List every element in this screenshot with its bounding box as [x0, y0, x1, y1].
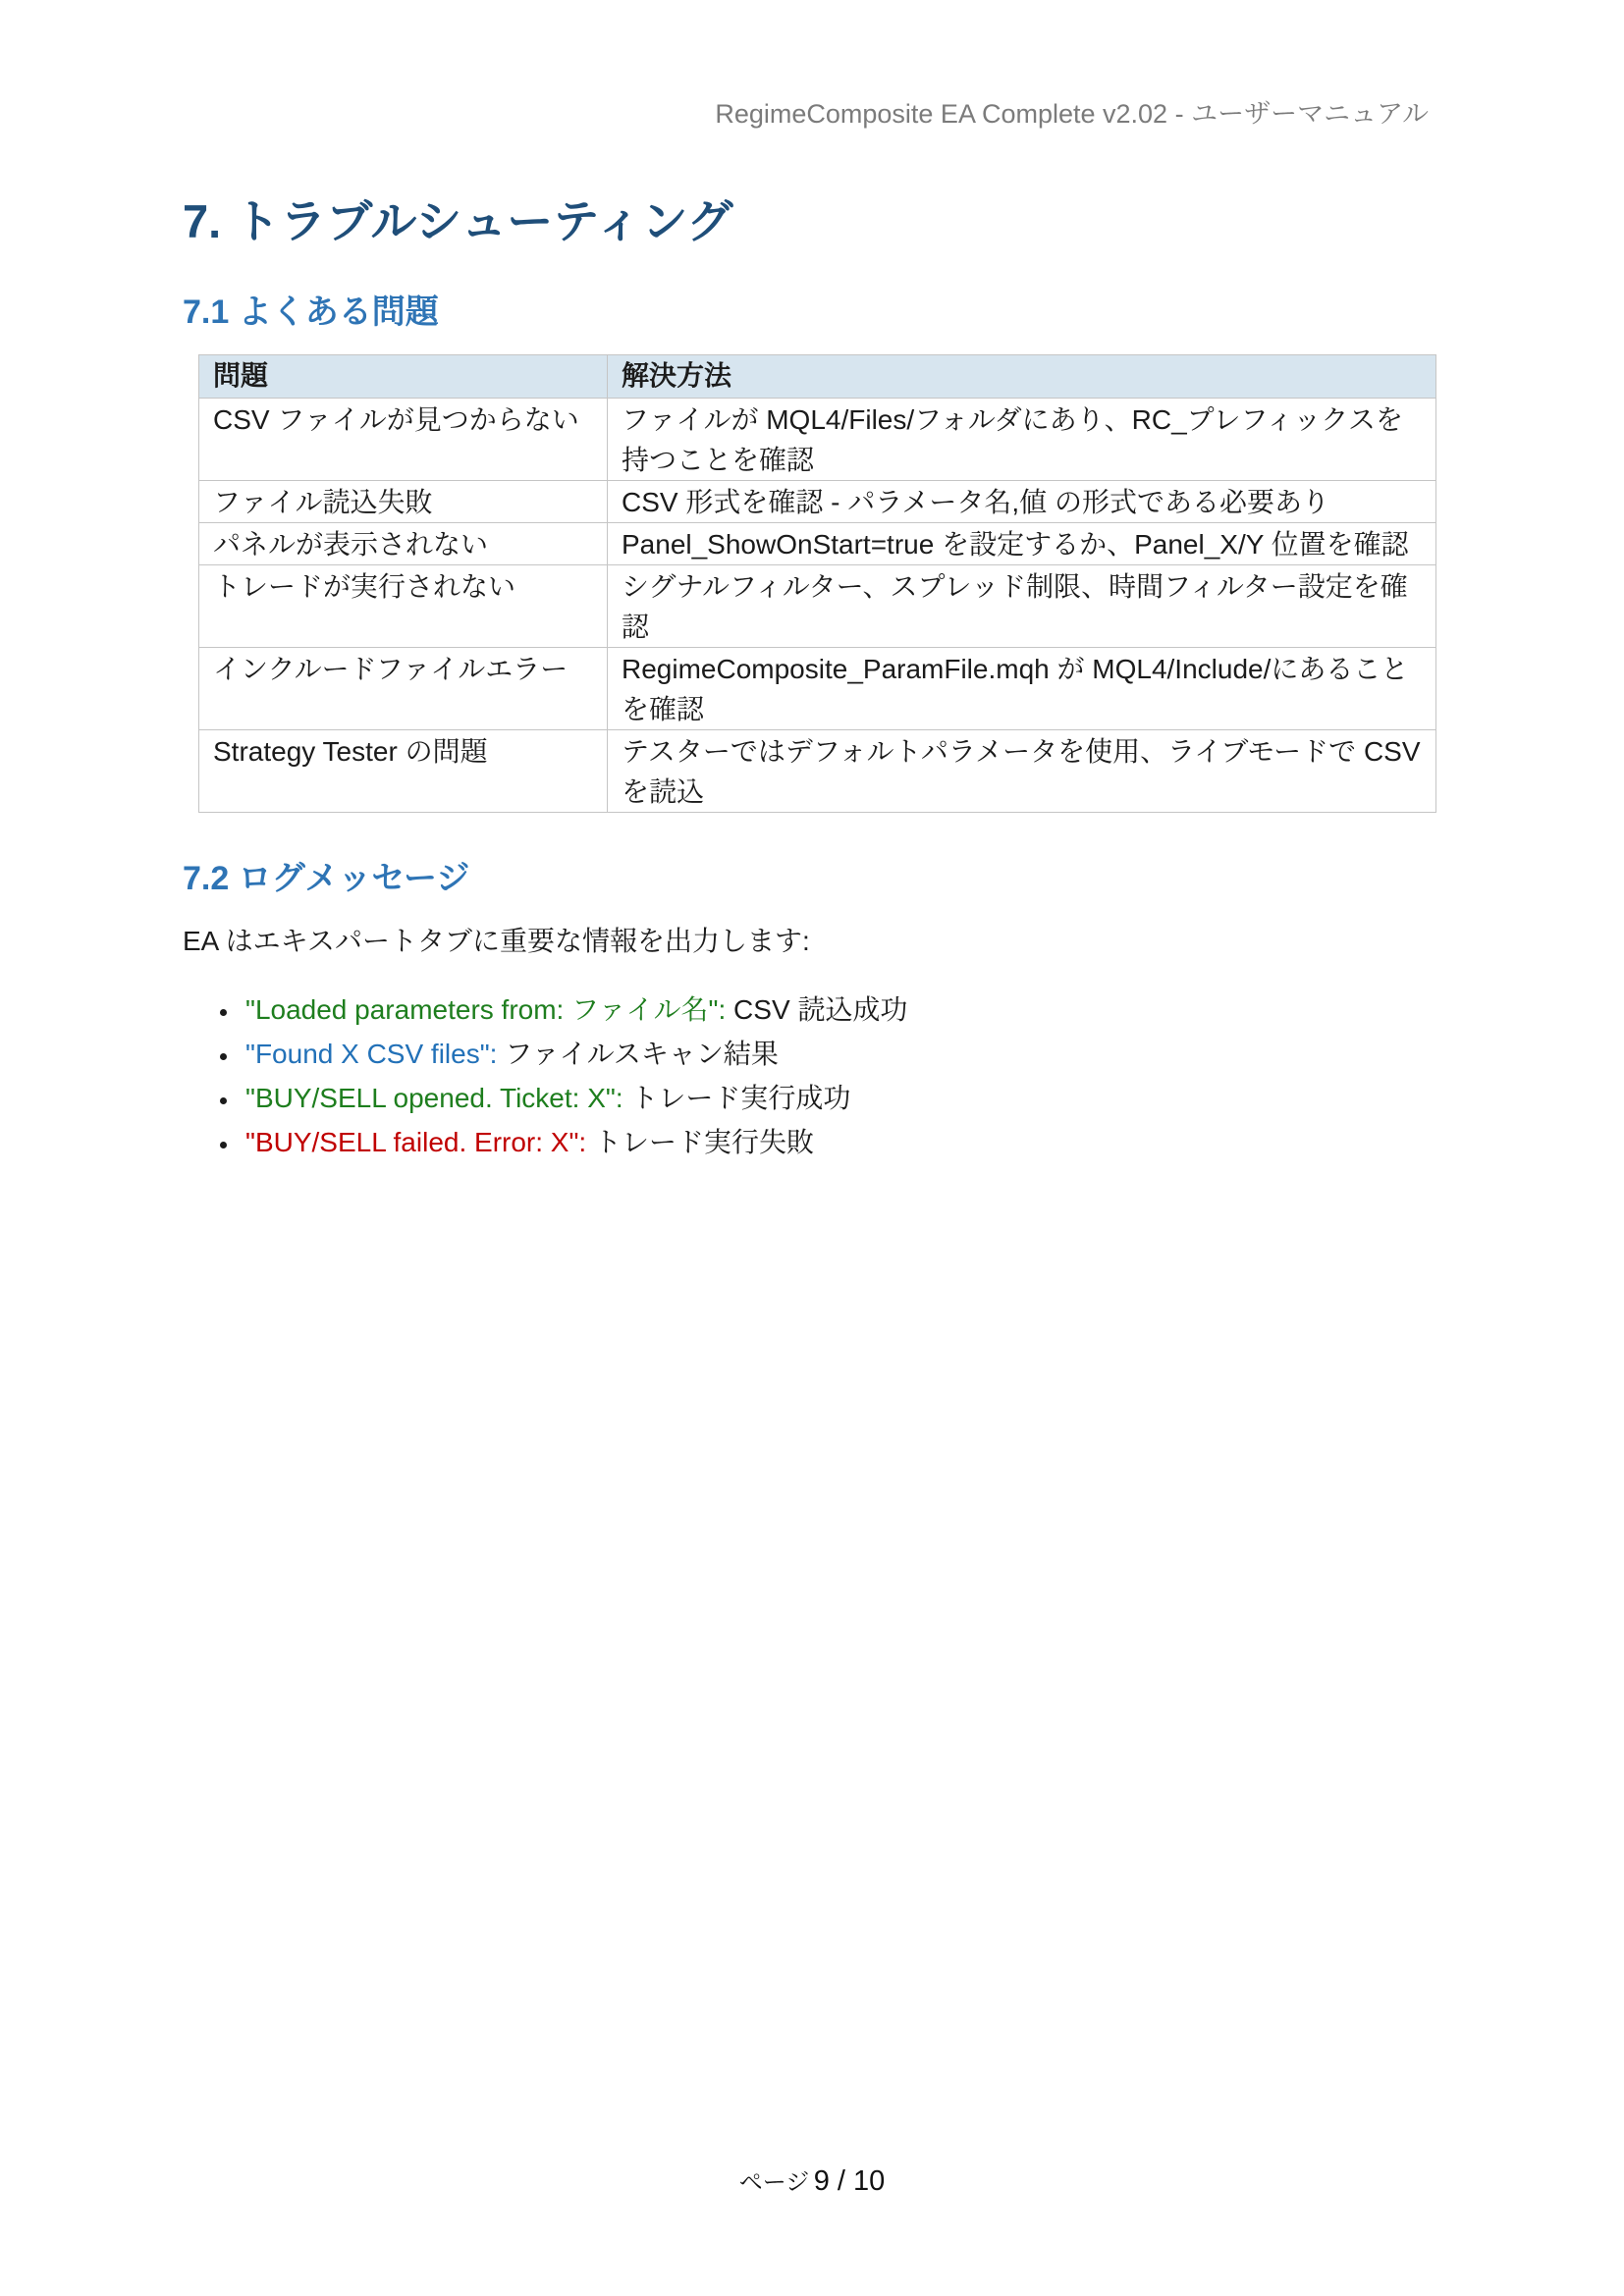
log-message-highlight: "Found X CSV files":: [245, 1039, 498, 1069]
common-problems-table: [198, 354, 1436, 813]
log-message-description: トレード実行失敗: [586, 1127, 814, 1157]
problem-cell: トレードが実行されない: [199, 565, 608, 648]
footer-page-number: 9 / 10: [813, 2165, 886, 2197]
table-header-row: [199, 355, 1436, 399]
log-message-description: トレード実行成功: [623, 1083, 851, 1113]
solution-cell: テスターではデフォルトパラメータを使用、ライブモードで CSV を読込: [608, 730, 1436, 813]
table-row: [199, 481, 1436, 523]
log-message-highlight: "Loaded parameters from: ファイル名":: [245, 994, 727, 1025]
solution-cell: シグナルフィルター、スプレッド制限、時間フィルター設定を確認: [608, 565, 1436, 648]
page-footer: [0, 2163, 1624, 2198]
problem-cell: ファイル読込失敗: [199, 481, 608, 523]
log-message-list: [183, 988, 1429, 1164]
solution-cell: Panel_ShowOnStart=true を設定するか、Panel_X/Y 位置を確認: [608, 523, 1436, 565]
table-header-problem: 問題: [199, 355, 608, 399]
section-7-1-heading: 7.1 よくある問題: [183, 294, 439, 331]
log-message-highlight: "BUY/SELL opened. Ticket: X":: [245, 1083, 623, 1113]
solution-cell: ファイルが MQL4/Files/フォルダにあり、RC_プレフィックスを持つことを確認: [608, 399, 1436, 481]
problem-cell: CSV ファイルが見つからない: [199, 399, 608, 481]
list-item: [240, 988, 1429, 1032]
log-message-description: CSV 読込成功: [726, 994, 908, 1025]
log-message-highlight: "BUY/SELL failed. Error: X":: [245, 1127, 587, 1157]
table-row: [199, 399, 1436, 481]
table-row: [199, 730, 1436, 813]
problem-cell: インクルードファイルエラー: [199, 648, 608, 730]
table-row: [199, 565, 1436, 648]
list-item: [240, 1120, 1429, 1164]
table-header-solution: 解決方法: [608, 355, 1436, 399]
log-messages-intro: EA はエキスパートタブに重要な情報を出力します:: [183, 926, 810, 956]
footer-page-label: ページ: [738, 2169, 810, 2196]
page-title: 7. トラブルシューティング: [183, 195, 733, 247]
document-header: RegimeComposite EA Complete v2.02 - ユーザーマニュアル: [715, 99, 1429, 129]
section-7-2-heading: 7.2 ログメッセージ: [183, 860, 470, 897]
problem-cell: パネルが表示されない: [199, 523, 608, 565]
table-row: [199, 523, 1436, 565]
log-message-description: ファイルスキャン結果: [497, 1039, 779, 1069]
list-item: [240, 1076, 1429, 1120]
solution-cell: CSV 形式を確認 - パラメータ名,値 の形式である必要あり: [608, 481, 1436, 523]
table-row: [199, 648, 1436, 730]
problem-cell: Strategy Tester の問題: [199, 730, 608, 813]
solution-cell: RegimeComposite_ParamFile.mqh が MQL4/Include/にあることを確認: [608, 648, 1436, 730]
list-item: [240, 1032, 1429, 1076]
